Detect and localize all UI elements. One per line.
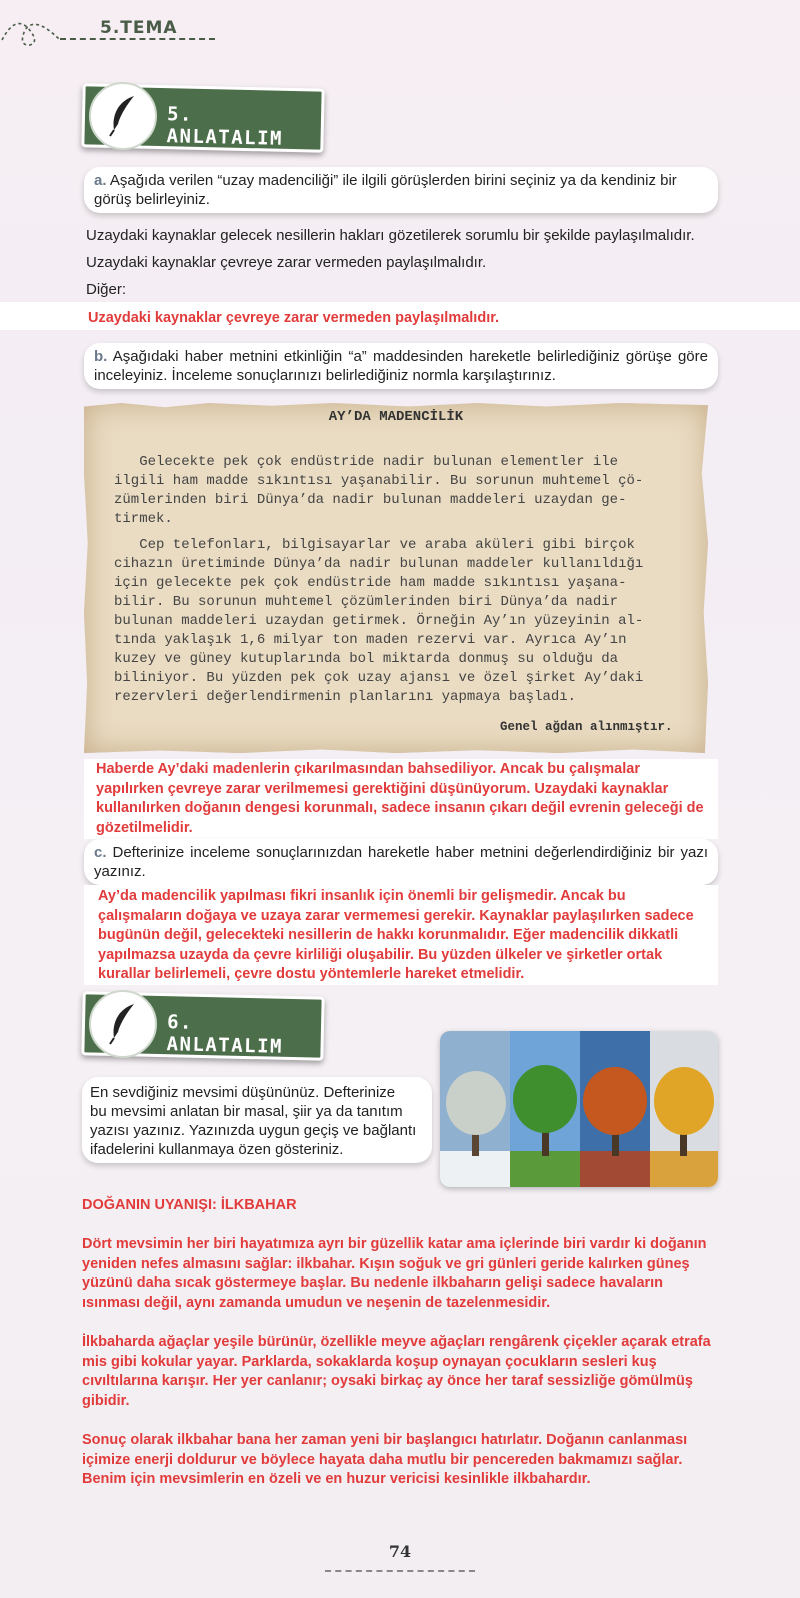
answer-line: yapılırken çevreye zarar verilmemesi gerektiğini düşünüyorum. Uzaydaki kaynaklar xyxy=(96,780,669,797)
option-2: Uzaydaki kaynaklar çevreye zarar vermeden paylaşılmalıdır. xyxy=(86,254,487,271)
footer-divider xyxy=(325,1570,475,1572)
prompt-line: yazısı yazınız. Yazınızda uygun geçiş ve bağlantı xyxy=(90,1122,417,1139)
answer-line: yapılmazsa uzayda da çevre kirliliği oluşabilir. Bu yüzden ülkeler ve şirketler ortak xyxy=(98,946,663,963)
answer-line: Ay’da madencilik yapılması fikri insanlık için önemli bir gelişmedir. Ancak bu xyxy=(98,888,626,904)
article-line: biliniyor. Bu yüzden pek çok uzay ajansı ve özel şirket Ay’daki xyxy=(114,670,644,686)
question-c xyxy=(84,839,718,885)
article-line: rezervleri değerlendirmenin planlarını yapmaya başladı. xyxy=(114,689,577,705)
article-line: Gelecekte pek çok endüstride nadir bulunan elementler ile xyxy=(114,454,619,470)
essay-paragraph-2 xyxy=(82,1333,711,1411)
essay-line: Dört mevsimin her biri hayatımıza ayrı bir güzellik katar ama içlerinde biri vardır ki doğanın xyxy=(82,1236,707,1252)
essay-line: ısınması değil, aynı zamanda umudun ve neşenin de tazelenmesidir. xyxy=(82,1294,551,1311)
prompt-line: ifadelerini kullanmaya özen gösteriniz. xyxy=(90,1141,344,1158)
essay-line: gibidir. xyxy=(82,1392,130,1409)
article-line: zümlerinden biri Dünya’da nadir bulunan maddeleri uzaydan ge- xyxy=(114,492,627,508)
essay-line: İlkbaharda ağaçlar yeşile bürünür, özellikle meyve ağaçları rengârenk çiçekler açarak etrafa xyxy=(82,1334,711,1350)
section6-prompt xyxy=(82,1077,432,1163)
essay-title: DOĞANIN UYANIŞI: İLKBAHAR xyxy=(82,1197,297,1213)
option-1: Uzaydaki kaynaklar gelecek nesillerin hakları gözetilerek sorumlu bir şekilde paylaşılmalıdır. xyxy=(86,227,695,244)
answer-line: bugünün değil, gelecekteki nesillerin de hakkı korunmalıdır. Eğer madencilik dikkatli xyxy=(98,927,679,943)
article-line: bilir. Bu sorunun muhtemel çözümlerinden biri Dünya’da nadir xyxy=(114,594,619,610)
essay-paragraph-1 xyxy=(82,1235,707,1313)
answer-line: çalışmaların doğaya ve uzaya zarar vermemesi gerekir. Kaynaklar paylaşılırken sadece xyxy=(98,907,694,924)
decorative-loop-icon xyxy=(0,10,62,50)
essay-line: Sonuç olarak ilkbahar bana her zaman yeni bir başlangıcı hatırlatır. Doğanın canlanması xyxy=(82,1432,688,1448)
article-title: AY’DA MADENCİLİK xyxy=(328,409,464,425)
article-line: cihazın üretiminde Dünya’da nadir bulunan maddeler kullanıldığı xyxy=(114,556,644,572)
question-c-text: Defterinize inceleme sonuçlarınızdan hareketle haber metnini değerlendirdiğiniz bir yazı yazınız. xyxy=(94,844,708,880)
section5-banner-label: 5. ANLATALIM xyxy=(166,103,284,150)
answer-line: Haberde Ay’daki madenlerin çıkarılmasından bahsediliyor. Ancak bu çalışmalar xyxy=(96,761,640,777)
question-c-letter: c. xyxy=(94,844,107,861)
four-seasons-tree-image xyxy=(440,1031,718,1187)
prompt-line: bu mevsimi anlatan bir masal, şiir ya da tanıtım xyxy=(90,1103,403,1120)
prompt-line: En sevdiğiniz mevsimi düşününüz. Defterinize xyxy=(90,1084,396,1101)
article-line: için gelecekte pek çok endüstride ham madde sıkıntısı yaşana- xyxy=(114,575,627,591)
essay-line: mis gibi kokular yayar. Parklarda, sokaklarda koşup oynayan çocukların sesleri kuş xyxy=(82,1353,657,1370)
option-other: Diğer: xyxy=(86,281,127,298)
answer-line: gözetilmelidir. xyxy=(96,819,193,836)
essay-line: yüzünü daha sıcak göstermeye başlar. Bu nedenle ilkbaharın gelişi sadece havaların xyxy=(82,1275,664,1291)
essay-line: yeniden nefes almasını sağlar: ilkbahar. Kışın soğuk ve gri günleri geride kalırken güneş xyxy=(82,1255,690,1272)
question-b-letter: b. xyxy=(94,348,108,365)
article-line: tirmek. xyxy=(114,511,173,527)
question-a xyxy=(84,167,718,213)
page-number: 74 xyxy=(388,1542,412,1561)
question-b-text: Aşağıdaki haber metnini etkinliğin “a” maddesinden hareketle belirlediğiniz görüşe göre inceleyiniz. İnceleme sonuçlarınızı belirlediğiniz normla karşılaştırınız. xyxy=(94,348,708,384)
answer-a: Uzaydaki kaynaklar çevreye zarar vermeden paylaşılmalıdır. xyxy=(88,310,500,326)
question-a-text: Aşağıda verilen “uzay madenciliği” ile ilgili görüşlerden birini seçiniz ya da kendiniz bir görüş belirleyiniz. xyxy=(94,172,677,208)
divider xyxy=(60,38,215,40)
essay-line: Benim için mevsimlerin en özeli ve en huzur vericisi kesinlikle ilkbahardır. xyxy=(82,1471,591,1487)
article-line: kuzey ve güney kutuplarında bol miktarda donmuş su olduğu da xyxy=(114,651,619,667)
theme-title: 5.TEMA xyxy=(100,18,178,38)
essay-line: içimize enerji doldurur ve böylece hayata daha mutlu bir pencereden bakmamızı sağlar. xyxy=(82,1451,683,1468)
section6-banner-label: 6. ANLATALIM xyxy=(166,1011,284,1058)
article-line: bulunan maddeleri uzaydan getirmek. Örneğin Ay’ın yüzeyinin al- xyxy=(114,613,644,629)
answer-c xyxy=(98,887,694,985)
article-line: ilgili ham madde sıkıntısı yaşanabilir. Bu sorunun muhtemel çö- xyxy=(114,473,644,489)
article-paragraph-2 xyxy=(114,517,643,726)
essay-line: cıvıltılarına karışır. Her yer canlanır; oysaki birkaç ay önce her taraf sessizliğe gömülmüş xyxy=(82,1373,693,1389)
article-line: tında yaklaşık 1,6 milyar ton maden rezervi var. Ayrıca Ay’ın xyxy=(114,632,627,648)
feather-icon xyxy=(89,82,157,150)
essay-paragraph-3 xyxy=(82,1431,687,1490)
article-line: Cep telefonları, bilgisayarlar ve araba aküleri gibi birçok xyxy=(114,537,635,553)
article-source: Genel ağdan alınmıştır. xyxy=(500,720,673,734)
answer-line: kurallar belirlemeli, çevre dostu yöntemlerle hareket etmelidir. xyxy=(98,966,525,982)
answer-b xyxy=(96,760,704,838)
question-b xyxy=(84,343,718,389)
answer-line: kullanılırken doğanın dengesi korunmalı, sadece insanın çıkarı değil evrenin geleceği de xyxy=(96,800,704,816)
question-a-letter: a. xyxy=(94,172,107,189)
feather-icon xyxy=(89,990,157,1058)
